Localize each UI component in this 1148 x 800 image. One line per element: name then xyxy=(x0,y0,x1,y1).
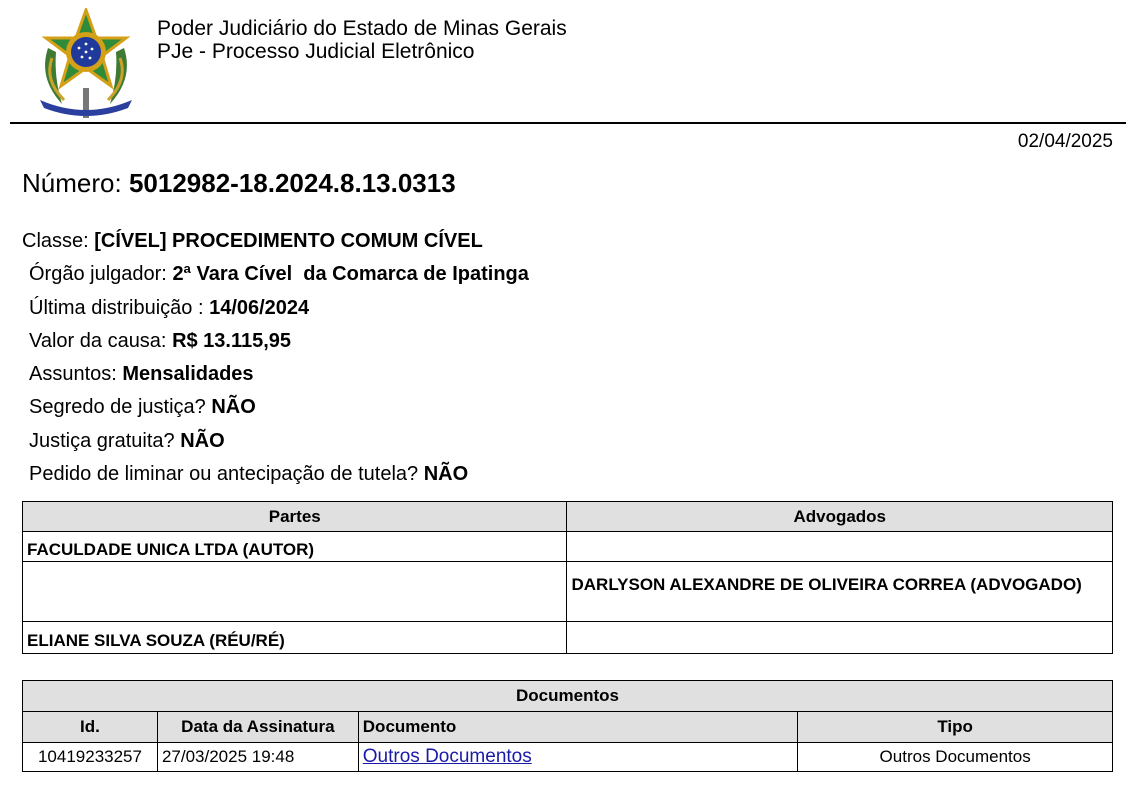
table-row xyxy=(23,562,1113,622)
documents-table xyxy=(22,680,1113,772)
field-classe xyxy=(22,229,529,262)
process-number-value: 5012982-18.2024.8.13.0313 xyxy=(128,168,456,198)
field-label: Assuntos: xyxy=(29,363,117,386)
field-value: NÃO xyxy=(211,396,256,419)
field-label: Classe: xyxy=(22,230,89,252)
field-justica-gratuita xyxy=(22,429,529,462)
col-signature-date: Data da Assinatura xyxy=(157,712,358,743)
process-fields xyxy=(22,229,529,495)
field-value: NÃO xyxy=(423,463,469,486)
party-cell: FACULDADE UNICA LTDA (AUTOR) xyxy=(23,532,567,562)
report-date: 02/04/2025 xyxy=(1017,131,1113,152)
doc-type: Outros Documentos xyxy=(798,743,1113,772)
process-number xyxy=(22,168,456,199)
documents-title: Documentos xyxy=(23,681,1113,712)
field-assuntos xyxy=(22,362,529,395)
doc-date: 27/03/2025 19:48 xyxy=(157,743,358,772)
lawyer-cell xyxy=(567,622,1113,654)
system-name: PJe - Processo Judicial Eletrônico xyxy=(157,40,475,63)
field-value: 14/06/2024 xyxy=(209,296,310,319)
document-link[interactable]: Outros Documentos xyxy=(362,746,532,767)
court-name: Poder Judiciário do Estado de Minas Gerais xyxy=(157,17,567,40)
field-ultima-distribuicao xyxy=(22,296,529,329)
field-value: [CÍVEL] PROCEDIMENTO COMUM CÍVEL xyxy=(94,230,483,252)
lawyer-cell xyxy=(567,532,1113,562)
process-number-label: Número: xyxy=(22,168,122,198)
field-pedido-liminar xyxy=(22,462,529,495)
col-id: Id. xyxy=(23,712,158,743)
col-document: Documento xyxy=(358,712,798,743)
table-row xyxy=(23,622,1113,654)
field-value: NÃO xyxy=(180,429,225,452)
parties-table xyxy=(22,501,1113,654)
col-type: Tipo xyxy=(798,712,1113,743)
doc-id: 10419233257 xyxy=(23,743,158,772)
header-divider xyxy=(10,122,1126,124)
doc-name-cell xyxy=(358,743,798,772)
field-value: Mensalidades xyxy=(122,363,254,386)
field-label: Valor da causa: xyxy=(29,329,167,352)
brasao-emblem xyxy=(34,8,138,120)
page-header xyxy=(157,17,567,63)
field-value: R$ 13.115,95 xyxy=(172,329,292,352)
field-label: Última distribuição : xyxy=(29,296,204,319)
field-value: 2ª Vara Cível da Comarca de Ipatinga xyxy=(172,263,529,286)
lawyers-header: Advogados xyxy=(567,502,1113,532)
party-cell xyxy=(23,562,567,622)
parties-header: Partes xyxy=(23,502,567,532)
field-valor-causa xyxy=(22,329,529,362)
party-cell: ELIANE SILVA SOUZA (RÉU/RÉ) xyxy=(23,622,567,654)
field-orgao-julgador xyxy=(22,262,529,295)
field-label: Órgão julgador: xyxy=(29,263,167,286)
field-label: Pedido de liminar ou antecipação de tutela? xyxy=(29,463,419,486)
table-row xyxy=(23,743,1113,772)
table-row xyxy=(23,532,1113,562)
field-segredo-justica xyxy=(22,395,529,428)
field-label: Segredo de justiça? xyxy=(29,396,206,419)
lawyer-cell: DARLYSON ALEXANDRE DE OLIVEIRA CORREA (ADVOGADO) xyxy=(567,562,1113,622)
field-label: Justiça gratuita? xyxy=(29,429,175,452)
